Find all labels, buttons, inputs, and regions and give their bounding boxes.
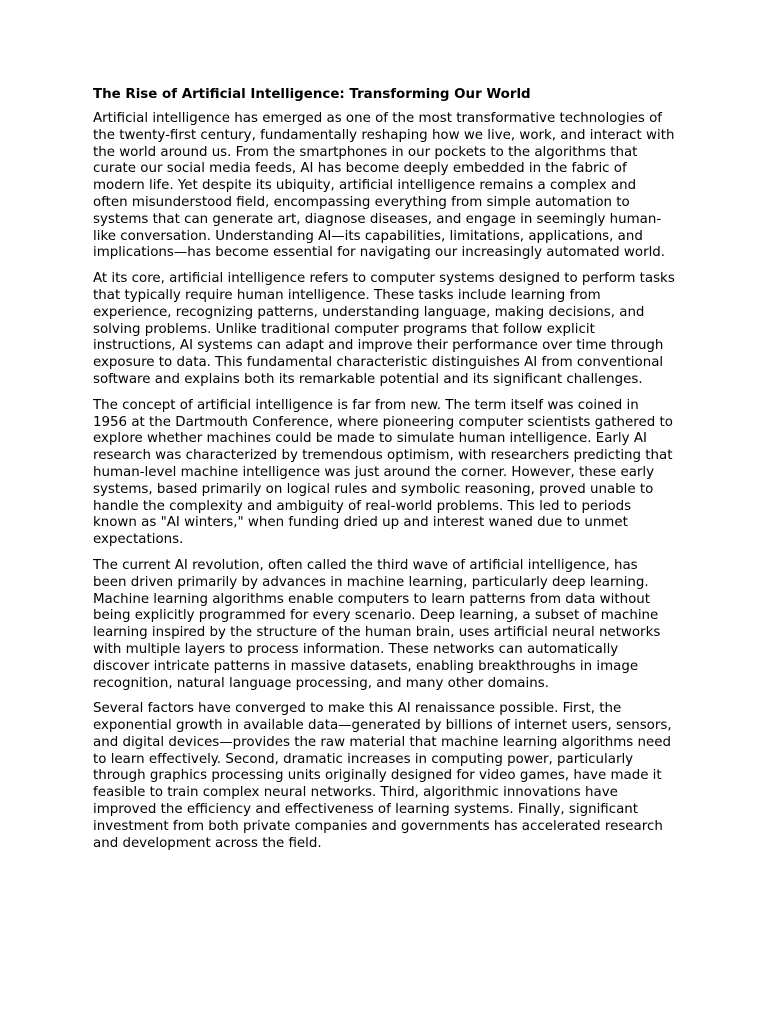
paragraph-current-revolution: The current AI revolution, often called the third wave of artificial intelligence, has been driven primarily by advances in machine learning, particularly deep learning. Machine learning algorithms enable computers to learn patterns from data without being explicitly programmed for every scenario. Deep learning, a subset of machine learning inspired by the structure of the human brain, uses artificial neural networks with multiple layers to process information. These networks can automatically discover intricate patterns in massive datasets, enabling breakthroughs in image recognition, natural language processing, and many other domains. [93, 557, 661, 691]
paragraph-intro: Artificial intelligence has emerged as one of the most transformative technologies of the twenty-first century, fundamentally reshaping how we live, work, and interact with the world around us. From the smartphones in our pockets to the algorithms that curate our social media feeds, AI has become deeply embedded in the fabric of modern life. Yet despite its ubiquity, artificial intelligence remains a complex and often misunderstood field, encompassing everything from simple automation to systems that can generate art, diagnose diseases, and engage in seemingly human-like conversation. Understanding AI—its capabilities, limitations, applications, and implications—has become essential for navigating our increasingly automated world. [93, 111, 675, 261]
paragraph-factors: Several factors have converged to make this AI renaissance possible. First, the exponential growth in available data—generated by billions of internet users, sensors, and digital devices—provides the raw material that machine learning algorithms need to learn effectively. Second, dramatic increases in computing power, particularly through graphics processing units originally designed for video games, have made it feasible to train complex neural networks. Third, algorithmic innovations have improved the efficiency and effectiveness of learning systems. Finally, significant investment from both private companies and governments has accelerated research and development across the field. [93, 701, 672, 851]
paragraph-definition: At its core, artificial intelligence refers to computer systems designed to perform tasks that typically require human intelligence. These tasks include learning from experience, recognizing patterns, understanding language, making decisions, and solving problems. Unlike traditional computer programs that follow explicit instructions, AI systems can adapt and improve their performance over time through exposure to data. This fundamental characteristic distinguishes AI from conventional software and explains both its remarkable potential and its significant challenges. [93, 271, 675, 387]
paragraph-history: The concept of artificial intelligence is far from new. The term itself was coined in 1956 at the Dartmouth Conference, where pioneering computer scientists gathered to explore whether machines could be made to simulate human intelligence. Early AI research was characterized by tremendous optimism, with researchers predicting that human-level machine intelligence was just around the corner. However, these early systems, based primarily on logical rules and symbolic reasoning, proved unable to handle the complexity and ambiguity of real-world problems. This led to periods known as "AI winters," when funding dried up and interest waned due to unmet expectations. [93, 397, 673, 548]
document-title: The Rise of Artificial Intelligence: Transforming Our World [93, 87, 531, 102]
document-page [93, 86, 675, 861]
